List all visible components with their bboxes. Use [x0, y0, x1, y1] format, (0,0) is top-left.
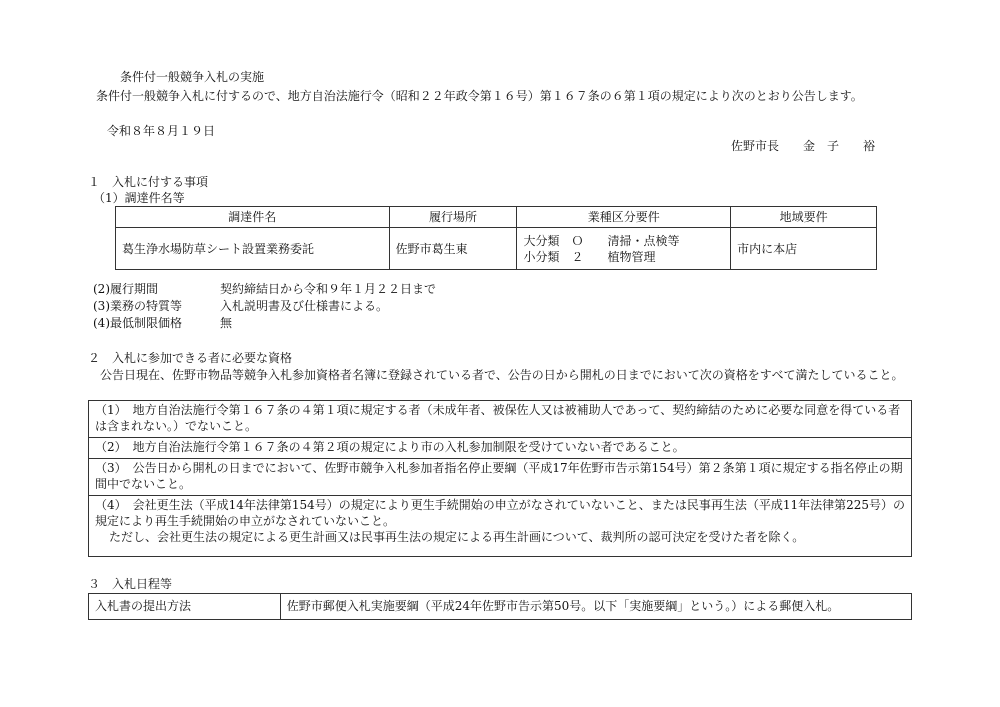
procurement-region: 市内に本店 [731, 228, 877, 270]
condition-2 [88, 437, 912, 459]
section2-heading: ２ 入札に参加できる者に必要な資格 [88, 351, 293, 365]
item-feature-label: (3)業務の特質等 [93, 299, 182, 313]
item-feature-value: 入札説明書及び仕様書による。 [220, 299, 389, 313]
item-minprice-value: 無 [220, 316, 233, 330]
condition-3 [88, 458, 912, 496]
col-header-region: 地域要件 [731, 207, 877, 228]
col-header-category: 業種区分要件 [517, 207, 731, 228]
notice-intro: 条件付一般競争入札に付するので、地方自治法施行令（昭和２２年政令第１６号）第１６７条の６第１項の規定により次のとおり公告します。 [96, 89, 863, 103]
category-major: 大分類 Ｏ 清掃・点検等 [523, 233, 680, 248]
condition-4-note: ただし、会社更生法の規定による更生計画又は民事再生法の規定による再生計画について、裁判所の認可決定を受けた者を除く。 [109, 530, 805, 545]
issuer: 佐野市長 金 子 裕 [731, 139, 876, 153]
section1-sub1: （1）調達件名等 [93, 191, 185, 205]
notice-date: 令和８年８月１９日 [107, 124, 216, 138]
condition-1-text: （1） 地方自治法施行令第１６７条の４第１項に規定する者（未成年者、被保佐人又は被補助人であって、契約締結のために必要な同意を得ている者は含まれない。）でないこと。 [95, 403, 901, 434]
schedule-table [88, 593, 912, 620]
item-minprice-label: (4)最低制限価格 [93, 316, 182, 330]
procurement-place: 佐野市葛生東 [389, 228, 517, 270]
condition-3-text: （3） 公告日から開札の日までにおいて、佐野市競争入札参加者指名停止要綱（平成17年佐野市告示第154号）第２条第１項に規定する指名停止の期間中でないこと。 [95, 461, 903, 492]
item-period-value: 契約締結日から令和９年１月２２日まで [220, 282, 437, 296]
category-minor: 小分類 ２ 植物管理 [523, 249, 656, 264]
condition-2-text: （2） 地方自治法施行令第１６７条の４第２項の規定により市の入札参加制限を受けていない者であること。 [95, 440, 685, 454]
item-period-label: (2)履行期間 [93, 282, 158, 296]
section1-heading: １ 入札に付する事項 [88, 175, 209, 189]
procurement-table [115, 206, 877, 270]
procurement-name: 葛生浄水場防草シート設置業務委託 [116, 228, 390, 270]
condition-4-text: （4） 会社更生法（平成14年法律第154号）の規定により更生手続開始の申立がなされていないこと、または民事再生法（平成11年法律第225号）の規定により再生手続開始の申立がなされていないこと。 [95, 498, 905, 529]
col-header-place: 履行場所 [389, 207, 517, 228]
notice-title: 条件付一般競争入札の実施 [120, 70, 265, 84]
table-header-row [116, 207, 877, 228]
schedule-label: 入札書の提出方法 [89, 594, 281, 620]
table-row [116, 228, 877, 270]
condition-1 [88, 400, 912, 438]
condition-4 [88, 495, 912, 557]
procurement-category [517, 228, 731, 270]
section3-heading: ３ 入札日程等 [88, 577, 173, 591]
table-row [89, 594, 912, 620]
section2-intro: 公告日現在、佐野市物品等競争入札参加資格者名簿に登録されている者で、公告の日から開札の日までにおいて次の資格をすべて満たしていること。 [100, 368, 904, 382]
schedule-value: 佐野市郵便入札実施要綱（平成24年佐野市告示第50号。以下「実施要綱」という。）による郵便入札。 [280, 594, 911, 620]
col-header-name: 調達件名 [116, 207, 390, 228]
